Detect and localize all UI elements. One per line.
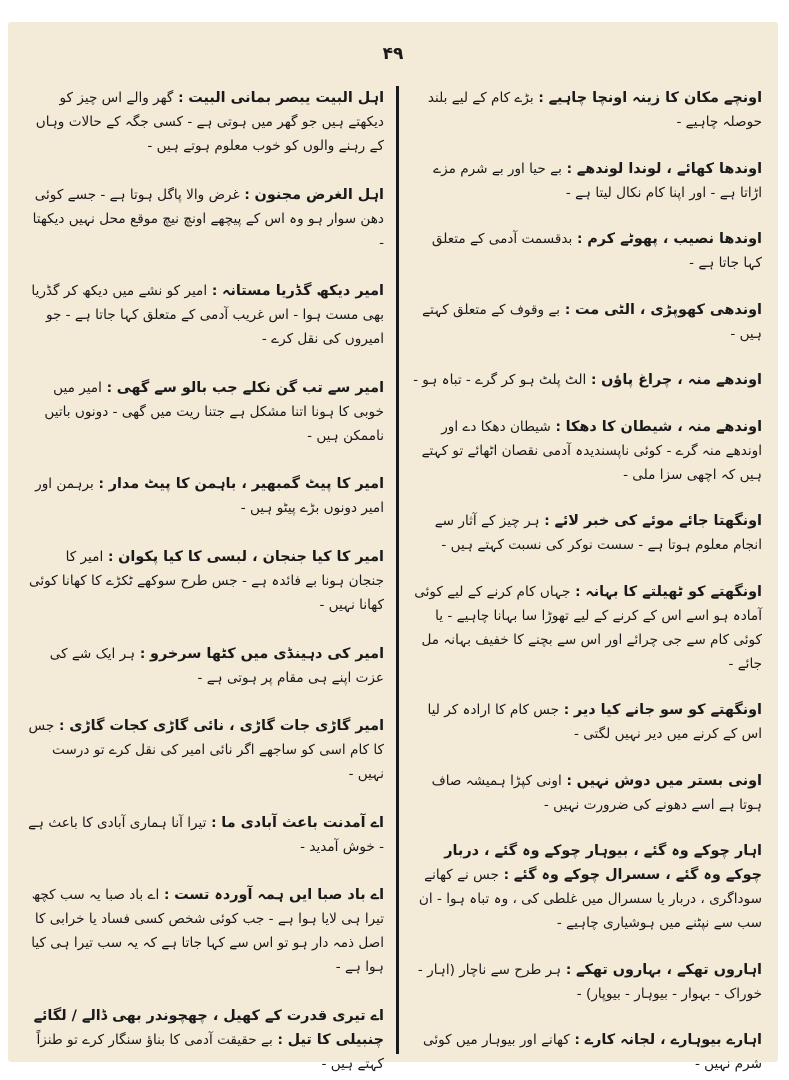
proverb-headword: اے باد صبا ایں ہمہ آوردہ تست: [174, 887, 384, 904]
proverb-entry: اوندھا کھائے ، لوندا لوندھے : بے حیا اور بے شرم مزے اڑاتا ہے - اور اپنا کام نکال لیتا ہے -: [433, 160, 762, 201]
proverb-meaning: ہر طرح سے ناچار (اہار - خوراک - بہوار - بیوہار - بیوپار) -: [417, 961, 762, 1002]
proverb-headword: امیر کا کیا جنجان ، لبسی کا کیا پکوان: [118, 548, 384, 565]
proverb-meaning: غرض والا پاگل ہوتا ہے - جسے کوئی دھن سوار ہو وہ اس کے پیچھے اونچ نیچ موقع محل نہیں دیکھتا -: [32, 186, 384, 251]
proverb-headword: اے تیری قدرت کے کھیل ، چھچوندر بھی ڈالے / لگائے چنبیلی کا تیل: [33, 1007, 384, 1048]
proverb-headword: اونی بستر میں دوش نہیں: [576, 772, 762, 789]
proverb-meaning: اونی کپڑا ہمیشہ صاف ہوتا ہے اسے دھونے کی ضرورت نہیں -: [431, 772, 762, 813]
proverb-headword: اہل الغرض مجنون: [254, 186, 384, 203]
proverb-entry: امیر کی دہینڈی میں کٹھا سرخرو : ہر ایک شے کی عزت اپنے ہی مقام پر ہوتی ہے -: [49, 645, 384, 686]
proverb-entry: اہار چوکے وہ گئے ، بیوہار چوکے وہ گئے ، دربار چوکے وہ گئے ، سسرال چوکے وہ گئے : جس نے کھانے سوداگری ، دربار یا سسرال میں غلطی کی ، وہ تباہ ہوا - ان سب سے نپٹنے میں ہوشیاری چاہیے -: [418, 843, 762, 931]
proverb-meaning: امیر کو نشے میں دیکھ کر گڈریا بھی مست ہوا - اس غریب آدمی کے متعلق کہا جاتا ہے - جو امیروں کی نقل کرے -: [31, 283, 384, 348]
proverb-entry: اونی بستر میں دوش نہیں : اونی کپڑا ہمیشہ صاف ہوتا ہے اسے دھونے کی ضرورت نہیں -: [431, 772, 762, 813]
proverb-headword: امیر گاڑی جات گاڑی ، نائی گاڑی کجات گاڑی: [69, 718, 384, 735]
proverb-entry: اوندھی کھوپڑی ، الٹی مت : بے وقوف کے متعلق کہتے ہیں -: [422, 301, 762, 342]
proverb-meaning: شیطان دھکا دے اور اوندھے منہ گرے - کوئی ناپسندیدہ آدمی نقصان اٹھائے تو کہتے ہیں کہ اچھی سزا ملی -: [421, 418, 762, 483]
proverb-meaning: ہر ایک شے کی عزت اپنے ہی مقام پر ہوتی ہے -: [49, 645, 384, 686]
proverb-entry: امیر گاڑی جات گاڑی ، نائی گاڑی کجات گاڑی : جس کا کام اسی کو ساجھے اگر نائی امیر کی نقل کرے تو درست نہیں -: [28, 718, 384, 783]
proverb-headword: اہاروں تھکے ، بہاروں تھکے: [576, 961, 762, 978]
proverb-meaning: جس نے کھانے سوداگری ، دربار یا سسرال میں غلطی کی ، وہ تباہ ہوا - ان سب سے نپٹنے میں ہوشیاری چاہیے -: [418, 867, 762, 931]
proverb-headword: اوندھے منہ ، چراغ پاؤں: [601, 372, 762, 388]
proverb-meaning: بڑے کام کے لیے بلند حوصلہ چاہیے -: [427, 90, 762, 130]
proverb-headword: اے آمدنت باعث آبادی ما: [221, 814, 384, 831]
proverb-headword: اہل البیت یبصر بمانی البیت: [188, 90, 384, 106]
proverb-meaning: گھر والے اس چیز کو دیکھتے ہیں جو گھر میں ہوتی ہے - کسی جگہ کے حالات وہاں کے رہنے والوں کو خوب معلوم ہوتے ہیں -: [35, 90, 384, 154]
proverb-meaning: برہمن اور امیر دونوں بڑے پیٹو ہیں -: [35, 476, 384, 517]
proverb-entry: اہل البیت یبصر بمانی البیت : گھر والے اس چیز کو دیکھتے ہیں جو گھر میں ہوتی ہے - کسی جگہ کے حالات وہاں کے رہنے والوں کو خوب معلوم ہوتے ہیں -: [35, 90, 384, 154]
left-column: [28, 86, 384, 1076]
proverb-meaning: تیرا آنا ہماری آبادی کا باعث ہے - خوش آمدید -: [28, 814, 384, 855]
proverb-meaning: الٹ پلٹ ہو کر گرے - تباہ ہو -: [413, 372, 587, 388]
proverb-entry: امیر سے تب گن نکلے جب بالو سے گھی : امیر میں خوبی کا ہونا اتنا مشکل ہے جتنا ریت میں گھی - دونوں باتیں ناممکن ہیں -: [44, 379, 384, 444]
proverb-entry: اوندھے منہ ، شیطان کا دھکا : شیطان دھکا دے اور اوندھے منہ گرے - کوئی ناپسندیدہ آدمی نقصان اٹھائے تو کہتے ہیں کہ اچھی سزا ملی -: [421, 418, 762, 483]
proverb-entry: اہل الغرض مجنون : غرض والا پاگل ہوتا ہے - جسے کوئی دھن سوار ہو وہ اس کے پیچھے اونچ نیچ موقع محل نہیں دیکھتا -: [32, 186, 384, 251]
proverb-entry: اے آمدنت باعث آبادی ما : تیرا آنا ہماری آبادی کا باعث ہے - خوش آمدید -: [28, 814, 384, 855]
proverb-entry: امیر دیکھ گڈریا مستانہ : امیر کو نشے میں دیکھ کر گڈریا بھی مست ہوا - اس غریب آدمی کے متعلق کہا جاتا ہے - جو امیروں کی نقل کرے -: [31, 283, 384, 348]
proverb-entry: اونچے مکان کا زینہ اونچا چاہیے : بڑے کام کے لیے بلند حوصلہ چاہیے -: [427, 90, 762, 130]
column-divider: [396, 86, 399, 1054]
proverb-meaning: بے حقیقت آدمی کا بناؤ سنگار کرے تو طنزاً کہتے ہیں -: [36, 1031, 384, 1072]
proverb-entry: اہاروں تھکے ، بہاروں تھکے : ہر طرح سے ناچار (اہار - خوراک - بہوار - بیوہار - بیوپار) -: [417, 961, 762, 1002]
proverb-headword: امیر سے تب گن نکلے جب بالو سے گھی: [116, 379, 384, 396]
proverb-headword: اوندھا نصیب ، پھوٹے کرم: [587, 231, 762, 247]
proverb-meaning: بے حیا اور بے شرم مزے اڑاتا ہے - اور اپنا کام نکال لیتا ہے -: [433, 160, 762, 201]
proverb-headword: اوندھا کھائے ، لوندا لوندھے: [576, 160, 762, 177]
proverb-meaning: امیر کا جنجان ہونا بے فائدہ ہے - جس طرح سوکھے ٹکڑے کا کھانا کوئی کھانا نہیں -: [28, 548, 384, 613]
book-page: [8, 22, 778, 1072]
proverb-headword: اہار چوکے وہ گئے ، بیوہار چوکے وہ گئے ، دربار چوکے وہ گئے ، سسرال چوکے وہ گئے: [444, 843, 762, 883]
proverb-headword: اوندھی کھوپڑی ، الٹی مت: [575, 301, 762, 318]
proverb-meaning: بدقسمت آدمی کے متعلق کہا جاتا ہے -: [431, 231, 762, 271]
proverb-meaning: جس کام کا ارادہ کر لیا اس کے کرنے میں دیر نہیں لگتی -: [427, 702, 762, 742]
proverb-meaning: ہر چیز کے آثار سے انجام معلوم ہوتا ہے - سست نوکر کی نسبت کہتے ہیں -: [434, 513, 762, 553]
proverb-meaning: جہاں کام کرنے کے لیے کوئی آمادہ ہو اسے اس کے کرنے کے لیے تھوڑا سا بہانا چاہیے - یا کوئی کام سے جی چرائے اور اس سے بچنے کا خفیف بہانہ مل جائے -: [414, 583, 762, 672]
proverb-headword: اونگھتے کو ٹھیلتے کا بہانہ: [585, 583, 762, 600]
page-number: ۴۹: [382, 44, 404, 64]
proverb-entry: اونگھتے کو ٹھیلتے کا بہانہ : جہاں کام کرنے کے لیے کوئی آمادہ ہو اسے اس کے کرنے کے لیے تھوڑا سا بہانا چاہیے - یا کوئی کام سے جی چرائے اور اس سے بچنے کا خفیف بہانہ مل جائے -: [414, 583, 762, 672]
proverb-entry: اونگھتے کو سو جانے کیا دیر : جس کام کا ارادہ کر لیا اس کے کرنے میں دیر نہیں لگتی -: [427, 702, 762, 742]
proverb-headword: اونگھتا جائے موئے کی خبر لائے: [554, 513, 762, 529]
proverb-meaning: بے وقوف کے متعلق کہتے ہیں -: [422, 301, 762, 342]
proverb-entry: امیر کا پیٹ گمبھیر ، باہمن کا پیٹ مدار : برہمن اور امیر دونوں بڑے پیٹو ہیں -: [35, 476, 384, 517]
proverb-headword: اونچے مکان کا زینہ اونچا چاہیے: [548, 90, 762, 106]
proverb-headword: اہارے بیوہارے ، لجانہ کارے: [584, 1032, 762, 1048]
proverb-meaning: جس کا کام اسی کو ساجھے اگر نائی امیر کی نقل کرے تو درست نہیں -: [28, 718, 384, 783]
proverb-headword: امیر دیکھ گڈریا مستانہ: [222, 283, 384, 300]
proverb-headword: امیر کا پیٹ گمبھیر ، باہمن کا پیٹ مدار: [108, 476, 384, 493]
proverb-meaning: کھانے اور بیوہار میں کوئی شرم نہیں -: [422, 1032, 762, 1072]
proverb-meaning: امیر میں خوبی کا ہونا اتنا مشکل ہے جتنا ریت میں گھی - دونوں باتیں ناممکن ہیں -: [44, 379, 384, 444]
proverb-headword: اونگھتے کو سو جانے کیا دیر: [573, 702, 762, 718]
proverb-entry: اہارے بیوہارے ، لجانہ کارے : کھانے اور بیوہار میں کوئی شرم نہیں -: [422, 1032, 762, 1072]
proverb-entry: اے باد صبا ایں ہمہ آوردہ تست : اے باد صبا یہ سب کچھ تیرا ہی لایا ہوا ہے - جب کوئی شخص کسی فساد یا خرابی کا اصل ذمہ دار ہو تو اس سے کہا جاتا ہے کہ یہ سب تیرا ہی کیا ہوا ہے -: [31, 887, 384, 976]
proverb-entry: اوندھے منہ ، چراغ پاؤں : الٹ پلٹ ہو کر گرے - تباہ ہو -: [413, 372, 762, 388]
proverb-meaning: اے باد صبا یہ سب کچھ تیرا ہی لایا ہوا ہے - جب کوئی شخص کسی فساد یا خرابی کا اصل ذمہ دار ہو تو اس سے کہا جاتا ہے کہ یہ سب تیرا ہی کیا ہوا ہے -: [31, 887, 384, 976]
proverb-entry: اوندھا نصیب ، پھوٹے کرم : بدقسمت آدمی کے متعلق کہا جاتا ہے -: [431, 231, 762, 271]
proverb-headword: اوندھے منہ ، شیطان کا دھکا: [565, 418, 762, 435]
proverb-entry: امیر کا کیا جنجان ، لبسی کا کیا پکوان : امیر کا جنجان ہونا بے فائدہ ہے - جس طرح سوکھے ٹکڑے کا کھانا کوئی کھانا نہیں -: [28, 548, 384, 613]
proverb-headword: امیر کی دہینڈی میں کٹھا سرخرو: [150, 645, 384, 662]
proverb-entry: اونگھتا جائے موئے کی خبر لائے : ہر چیز کے آثار سے انجام معلوم ہوتا ہے - سست نوکر کی نسبت کہتے ہیں -: [434, 513, 762, 553]
proverb-entry: اے تیری قدرت کے کھیل ، چھچوندر بھی ڈالے / لگائے چنبیلی کا تیل : بے حقیقت آدمی کا بناؤ سنگار کرے تو طنزاً کہتے ہیں -: [33, 1007, 384, 1072]
right-column: [410, 86, 762, 1076]
